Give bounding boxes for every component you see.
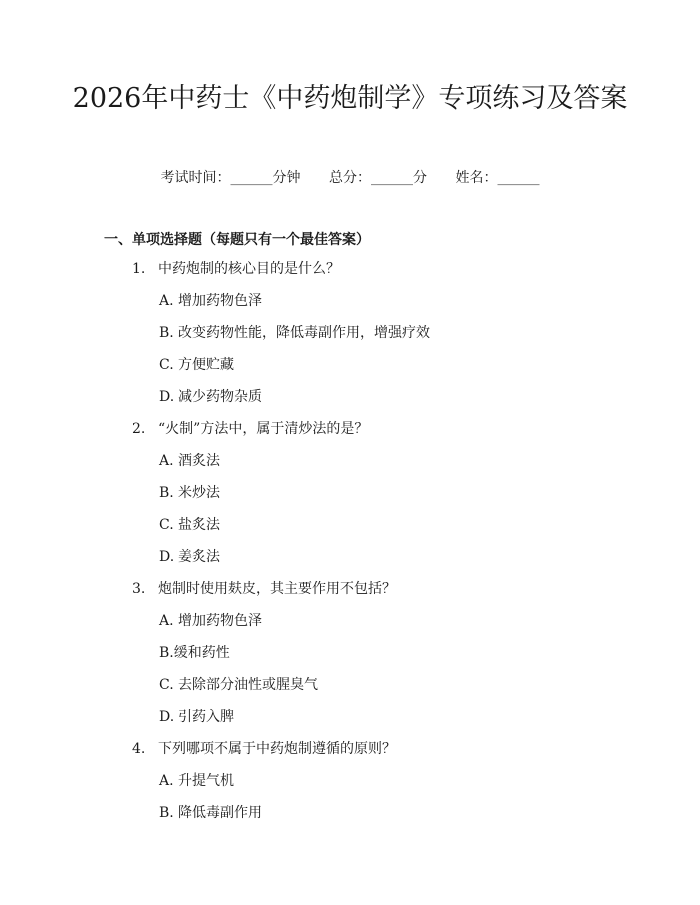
- question-number: 1.: [132, 261, 146, 277]
- option-letter: C.: [159, 357, 174, 373]
- question-1: [132, 259, 340, 279]
- question-number: 2.: [132, 421, 146, 437]
- question-number: 4.: [132, 741, 146, 757]
- option-letter: A.: [159, 773, 174, 789]
- question-2-option-a: [159, 451, 220, 471]
- option-letter: B.: [159, 805, 174, 821]
- option-letter: A.: [159, 453, 174, 469]
- option-text: 减少药物杂质: [178, 389, 262, 405]
- option-text: 改变药物性能，降低毒副作用，增强疗效: [178, 325, 430, 341]
- option-text: 增加药物色泽: [178, 613, 262, 629]
- option-letter: A.: [159, 613, 174, 629]
- option-text: 盐炙法: [178, 517, 220, 533]
- option-text: 降低毒副作用: [178, 805, 262, 821]
- question-1-option-d: [159, 387, 262, 407]
- option-text: 方便贮藏: [178, 357, 234, 373]
- question-4-option-b: [159, 803, 262, 823]
- option-text: 升提气机: [178, 773, 234, 789]
- question-text: 炮制时使用麸皮，其主要作用不包括？: [158, 581, 396, 597]
- option-letter: D.: [159, 389, 175, 405]
- option-text: 米炒法: [178, 485, 220, 501]
- student-name-field: 姓名：______: [455, 170, 540, 186]
- option-text: 姜炙法: [178, 549, 220, 565]
- option-letter: B.: [159, 325, 174, 341]
- question-text: 中药炮制的核心目的是什么？: [158, 261, 340, 277]
- question-1-option-c: [159, 355, 234, 375]
- question-3-option-d: [159, 707, 234, 727]
- exam-time-field: 考试时间：______分钟: [160, 170, 301, 186]
- option-text: 引药入脾: [178, 709, 234, 725]
- total-score-field: 总分：______分: [329, 170, 427, 186]
- option-letter: D.: [159, 709, 175, 725]
- option-text: 缓和药性: [173, 645, 230, 661]
- option-letter: B.: [159, 485, 174, 501]
- option-letter: C.: [159, 517, 174, 533]
- question-text: “火制”方法中，属于清炒法的是？: [158, 421, 369, 437]
- question-3-option-b: [159, 643, 230, 663]
- question-4-option-a: [159, 771, 234, 791]
- option-text: 增加药物色泽: [178, 293, 262, 309]
- question-3: [132, 579, 396, 599]
- question-1-option-b: [159, 323, 430, 343]
- document-title: 2026年中药士《中药炮制学》专项练习及答案: [72, 83, 628, 114]
- question-2-option-b: [159, 483, 220, 503]
- question-3-option-c: [159, 675, 318, 695]
- option-letter: A.: [159, 293, 174, 309]
- question-3-option-a: [159, 611, 262, 631]
- option-letter: B.: [159, 645, 174, 661]
- question-number: 3.: [132, 581, 146, 597]
- question-text: 下列哪项不属于中药炮制遵循的原则？: [158, 741, 396, 757]
- question-4: [132, 739, 396, 759]
- section-heading: 一、单项选择题（每题只有一个最佳答案）: [104, 232, 370, 248]
- exam-info-line: [0, 168, 700, 188]
- question-1-option-a: [159, 291, 262, 311]
- option-letter: D.: [159, 549, 175, 565]
- question-2: [132, 419, 368, 439]
- option-letter: C.: [159, 677, 174, 693]
- question-2-option-d: [159, 547, 220, 567]
- option-text: 去除部分油性或腥臭气: [178, 677, 318, 693]
- option-text: 酒炙法: [178, 453, 220, 469]
- question-2-option-c: [159, 515, 220, 535]
